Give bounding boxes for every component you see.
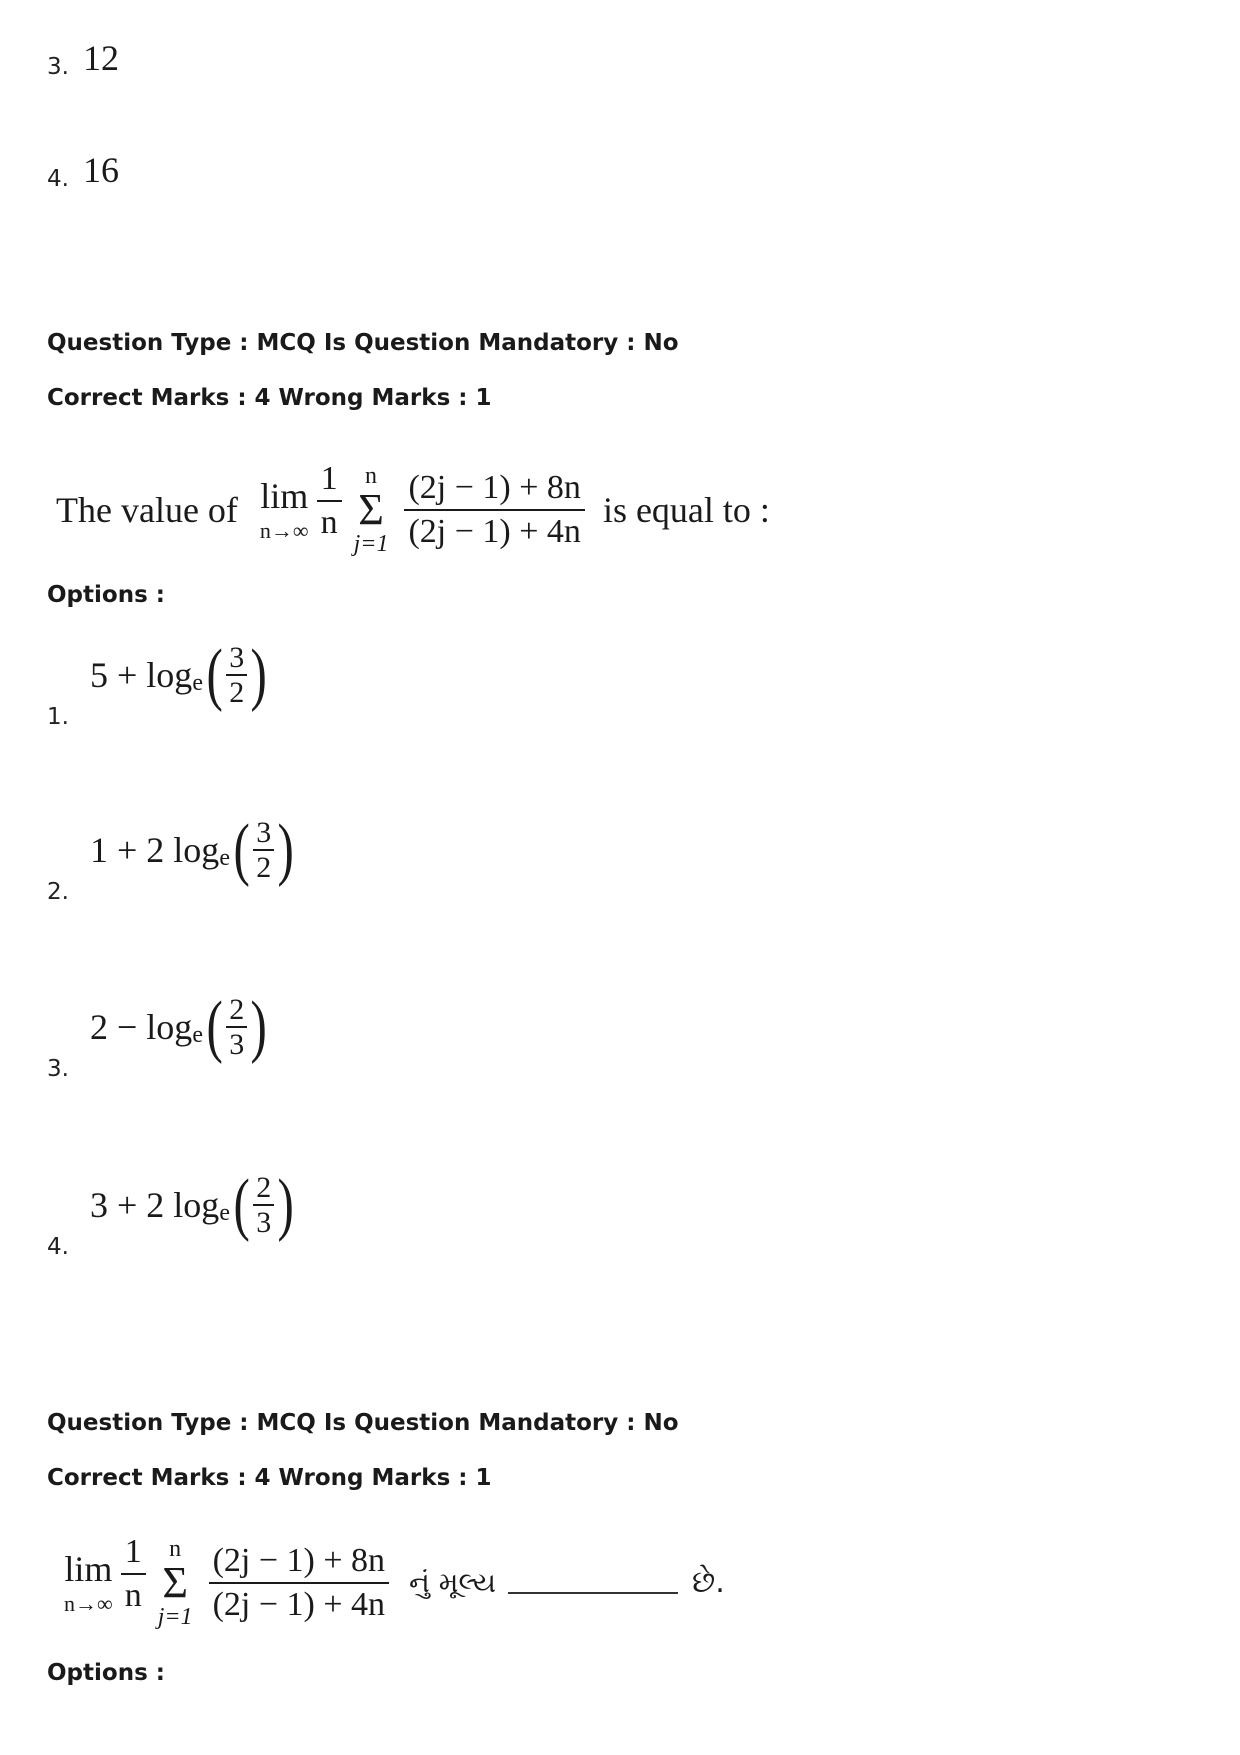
log-base: e	[219, 844, 230, 871]
lim-subscript: n→∞	[259, 518, 309, 543]
options-label: Options :	[47, 582, 165, 608]
question-1-text	[56, 455, 770, 565]
frac-numerator: 1	[121, 1533, 146, 1575]
option-fraction	[253, 1172, 274, 1239]
left-paren-icon: (	[206, 988, 223, 1065]
fraction-one-over-n	[121, 1533, 146, 1615]
lim-label: lim	[260, 476, 309, 516]
lim-label: lim	[64, 1548, 113, 1589]
option-2[interactable]	[47, 811, 298, 905]
frac-numerator: 2	[226, 994, 247, 1029]
option-number: 3.	[47, 1056, 69, 1082]
top-option-4	[47, 148, 119, 192]
option-expression: 5 + log	[90, 655, 193, 695]
gujarati-text: નું મૂલ્ય	[409, 1565, 497, 1599]
top-option-3	[47, 36, 119, 80]
option-number: 1.	[47, 704, 69, 730]
summation	[354, 464, 389, 556]
frac-numerator: (2j − 1) + 8n	[209, 1542, 389, 1584]
option-number: 4.	[47, 166, 69, 192]
right-paren-icon: )	[250, 988, 268, 1065]
sigma-icon: Σ	[162, 1557, 188, 1607]
option-number: 3.	[47, 54, 69, 80]
frac-numerator: 2	[253, 1172, 274, 1207]
gujarati-end: છે.	[692, 1565, 725, 1600]
option-value: 16	[82, 150, 119, 190]
right-paren-icon: )	[250, 636, 268, 713]
option-expression: 1 + 2 log	[90, 830, 220, 870]
option-number: 2.	[47, 879, 69, 905]
option-value: 12	[82, 38, 119, 78]
right-paren-icon: )	[277, 1166, 295, 1243]
option-1[interactable]	[47, 636, 271, 730]
option-expression: 3 + 2 log	[90, 1185, 220, 1225]
frac-numerator: 1	[317, 460, 342, 502]
sum-lower: j=1	[157, 1603, 193, 1630]
frac-denominator: n	[320, 504, 338, 541]
fraction-one-over-n	[317, 460, 342, 542]
main-fraction	[209, 1542, 389, 1624]
frac-denominator: 3	[229, 1028, 245, 1061]
marks-meta: Correct Marks : 4 Wrong Marks : 1	[47, 385, 492, 411]
frac-denominator: 2	[229, 676, 245, 709]
option-fraction	[253, 817, 274, 884]
frac-numerator: (2j − 1) + 8n	[404, 469, 584, 511]
option-4[interactable]	[47, 1166, 298, 1260]
left-paren-icon: (	[206, 636, 223, 713]
right-paren-icon: )	[277, 811, 295, 888]
question-type-meta: Question Type : MCQ Is Question Mandatory : No	[47, 1410, 679, 1436]
option-number: 4.	[47, 1234, 69, 1260]
question-prefix: The value of	[56, 490, 238, 530]
answer-blank	[508, 1572, 678, 1594]
frac-denominator: (2j − 1) + 4n	[408, 513, 581, 550]
option-fraction	[226, 642, 247, 709]
question-2-text	[64, 1530, 725, 1635]
question-type-meta: Question Type : MCQ Is Question Mandatory : No	[47, 330, 679, 356]
log-base: e	[192, 669, 203, 696]
limit-operator	[64, 1548, 113, 1616]
frac-denominator: n	[124, 1576, 142, 1614]
lim-subscript: n→∞	[64, 1590, 113, 1616]
frac-numerator: 3	[226, 642, 247, 677]
left-paren-icon: (	[233, 1166, 250, 1243]
left-paren-icon: (	[233, 811, 250, 888]
option-expression: 2 − log	[90, 1007, 193, 1047]
log-base: e	[192, 1021, 203, 1048]
sigma-icon: Σ	[358, 485, 384, 534]
options-label: Options :	[47, 1660, 165, 1686]
option-3[interactable]	[47, 988, 271, 1082]
main-fraction	[404, 469, 584, 551]
frac-denominator: 3	[256, 1206, 272, 1239]
frac-numerator: 3	[253, 817, 274, 852]
marks-meta: Correct Marks : 4 Wrong Marks : 1	[47, 1465, 492, 1491]
limit-operator	[260, 478, 309, 542]
frac-denominator: (2j − 1) + 4n	[212, 1585, 386, 1623]
option-fraction	[226, 994, 247, 1061]
sum-upper: n	[365, 463, 378, 489]
frac-denominator: 2	[256, 851, 272, 884]
summation	[158, 1537, 193, 1629]
question-suffix: is equal to :	[602, 490, 770, 530]
log-base: e	[219, 1199, 230, 1226]
sum-upper: n	[169, 1535, 182, 1562]
sum-lower: j=1	[353, 531, 389, 557]
